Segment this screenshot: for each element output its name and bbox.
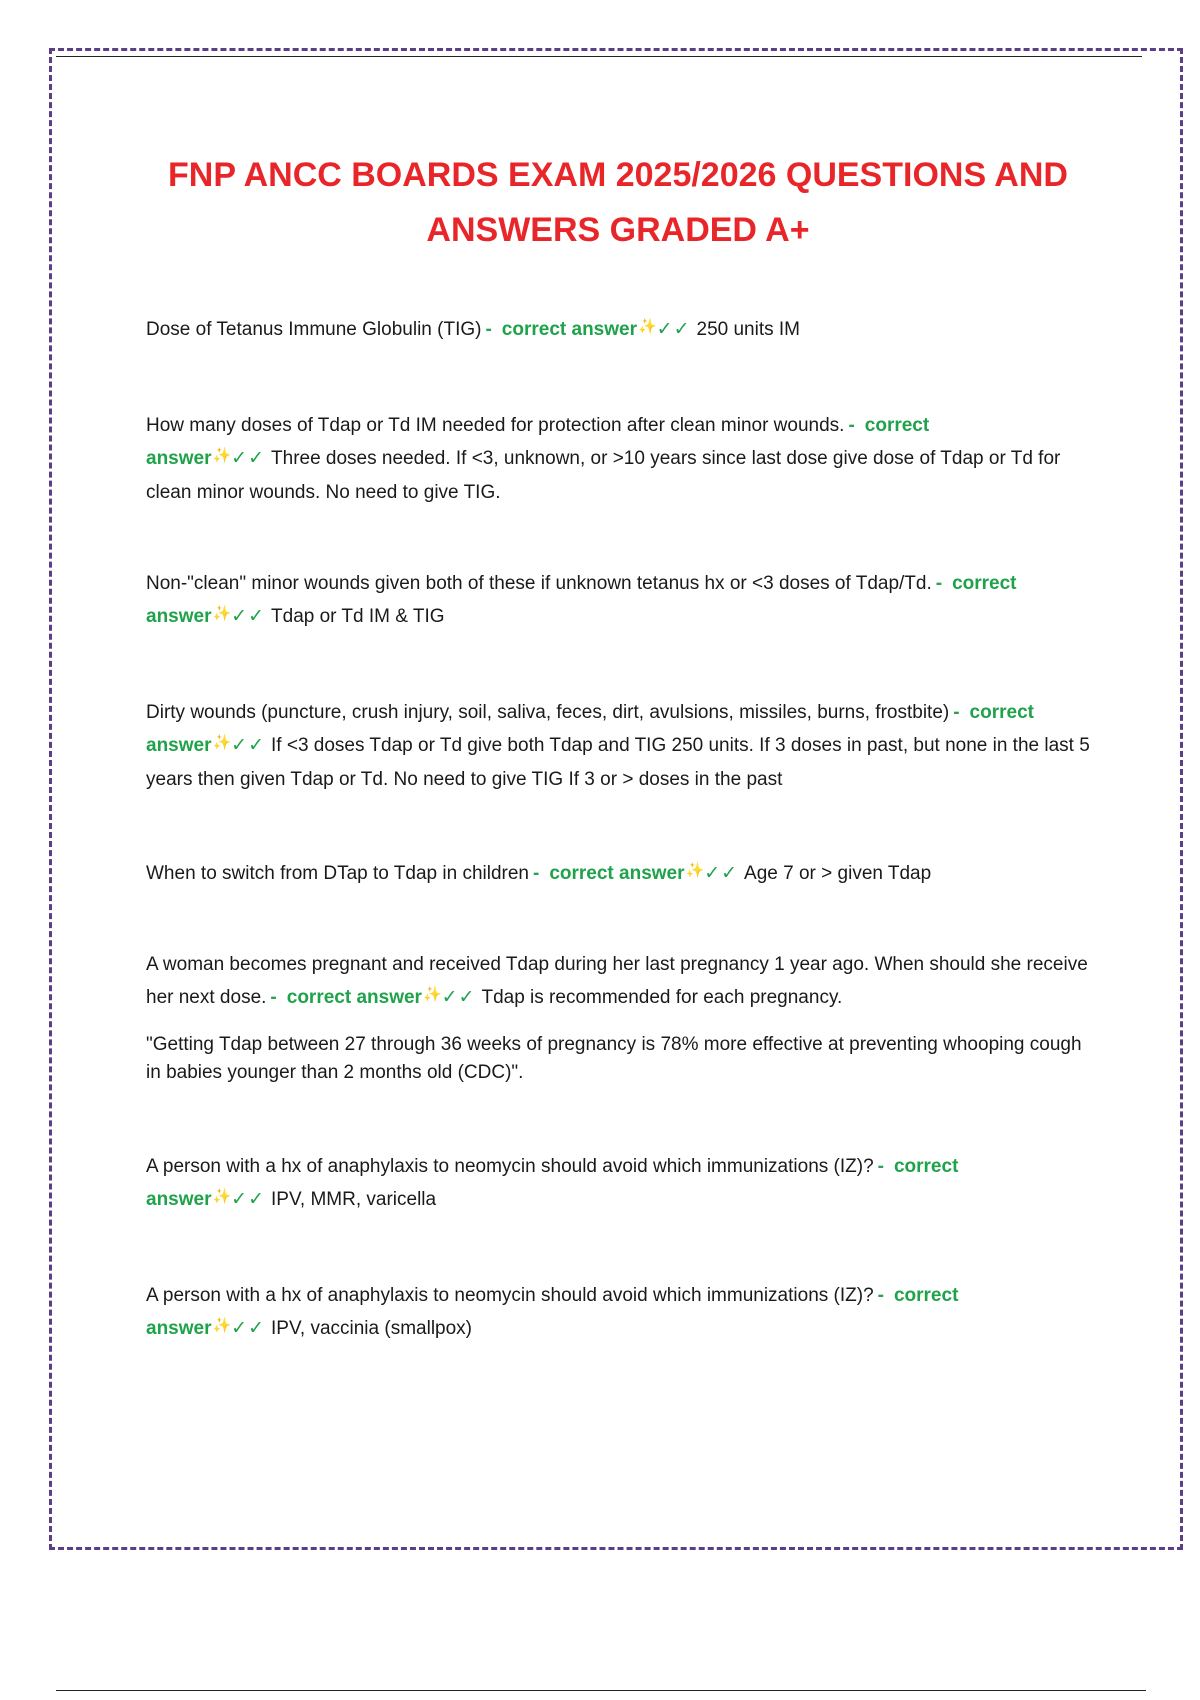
checkmark-icon: ✓✓ — [231, 606, 266, 627]
qa-item — [146, 1279, 1101, 1346]
correct-answer-label: correct answer — [146, 702, 1034, 756]
question-text: A woman becomes pregnant and received Tdap during her last pregnancy 1 year ago. When should she receive her next dose. — [146, 954, 1088, 1008]
separator: - — [953, 702, 960, 723]
question-text: How many doses of Tdap or Td IM needed for protection after clean minor wounds. — [146, 415, 845, 436]
sparkle-icon: ✨ — [212, 734, 232, 751]
sparkle-icon: ✨ — [685, 862, 705, 879]
question-text: Non-"clean" minor wounds given both of these if unknown tetanus hx or <3 doses of Tdap/Td. — [146, 573, 932, 594]
question-text: A person with a hx of anaphylaxis to neomycin should avoid which immunizations (IZ)? — [146, 1285, 874, 1306]
separator: - — [485, 319, 492, 340]
correct-answer-label: correct answer — [549, 863, 685, 884]
qa-item — [146, 409, 1101, 509]
checkmark-icon: ✓✓ — [441, 987, 476, 1008]
separator: - — [877, 1285, 884, 1306]
checkmark-icon: ✓✓ — [656, 319, 691, 340]
checkmark-icon: ✓✓ — [704, 863, 739, 884]
sparkle-icon: ✨ — [637, 318, 657, 335]
qa-item — [146, 857, 1101, 891]
qa-item — [146, 313, 1101, 347]
answer-text: Three doses needed. If <3, unknown, or >10 years since last dose give dose of Tdap or Td for clean minor wounds. No need to give TIG. — [146, 448, 1061, 503]
qa-item — [146, 567, 1101, 634]
question-text: Dirty wounds (puncture, crush injury, soil, saliva, feces, dirt, avulsions, missiles, burns, frostbite) — [146, 702, 950, 723]
correct-answer-label: correct answer — [501, 319, 637, 340]
checkmark-icon: ✓✓ — [231, 1318, 266, 1339]
separator: - — [877, 1156, 884, 1177]
question-text: When to switch from DTap to Tdap in children — [146, 863, 529, 884]
checkmark-icon: ✓✓ — [231, 735, 266, 756]
sparkle-icon: ✨ — [422, 986, 442, 1003]
separator: - — [848, 415, 855, 436]
bottom-rule — [56, 1690, 1146, 1691]
checkmark-icon: ✓✓ — [231, 1189, 266, 1210]
answer-text: IPV, MMR, varicella — [271, 1189, 437, 1210]
correct-answer-label: correct answer — [146, 415, 930, 469]
question-text: Dose of Tetanus Immune Globulin (TIG) — [146, 319, 482, 340]
correct-answer-label: correct answer — [286, 987, 422, 1008]
document-title: FNP ANCC BOARDS EXAM 2025/2026 QUESTIONS AND ANSWERS GRADED A+ — [168, 156, 1068, 249]
correct-answer-label: correct answer — [146, 1156, 959, 1210]
correct-answer-label: correct answer — [146, 573, 1017, 627]
checkmark-icon: ✓✓ — [231, 448, 266, 469]
answer-text: Tdap is recommended for each pregnancy. — [481, 987, 843, 1008]
qa-item — [146, 1150, 1101, 1217]
answer-text: If <3 doses Tdap or Td give both Tdap and TIG 250 units. If 3 doses in past, but none in the last 5 years then given Tdap or Td. No need to give TIG If 3 or > doses in the past — [146, 735, 1090, 790]
answer-text: Age 7 or > given Tdap — [744, 863, 932, 884]
cdc-quote-note: "Getting Tdap between 27 through 36 weeks of pregnancy is 78% more effective at preventing whooping cough in babies younger than 2 months old (CDC)". — [146, 1034, 1082, 1083]
answer-text: 250 units IM — [696, 319, 801, 340]
sparkle-icon: ✨ — [212, 1317, 232, 1334]
qa-item — [146, 696, 1101, 796]
top-rule — [56, 56, 1142, 57]
separator: - — [533, 863, 540, 884]
answer-text: Tdap or Td IM & TIG — [271, 606, 445, 627]
sparkle-icon: ✨ — [212, 447, 232, 464]
qa-item — [146, 948, 1101, 1015]
separator: - — [935, 573, 943, 594]
correct-answer-label: correct answer — [146, 1285, 959, 1339]
sparkle-icon: ✨ — [212, 605, 232, 622]
sparkle-icon: ✨ — [212, 1188, 232, 1205]
question-text: A person with a hx of anaphylaxis to neomycin should avoid which immunizations (IZ)? — [146, 1156, 874, 1177]
answer-text: IPV, vaccinia (smallpox) — [271, 1318, 472, 1339]
separator: - — [270, 987, 277, 1008]
